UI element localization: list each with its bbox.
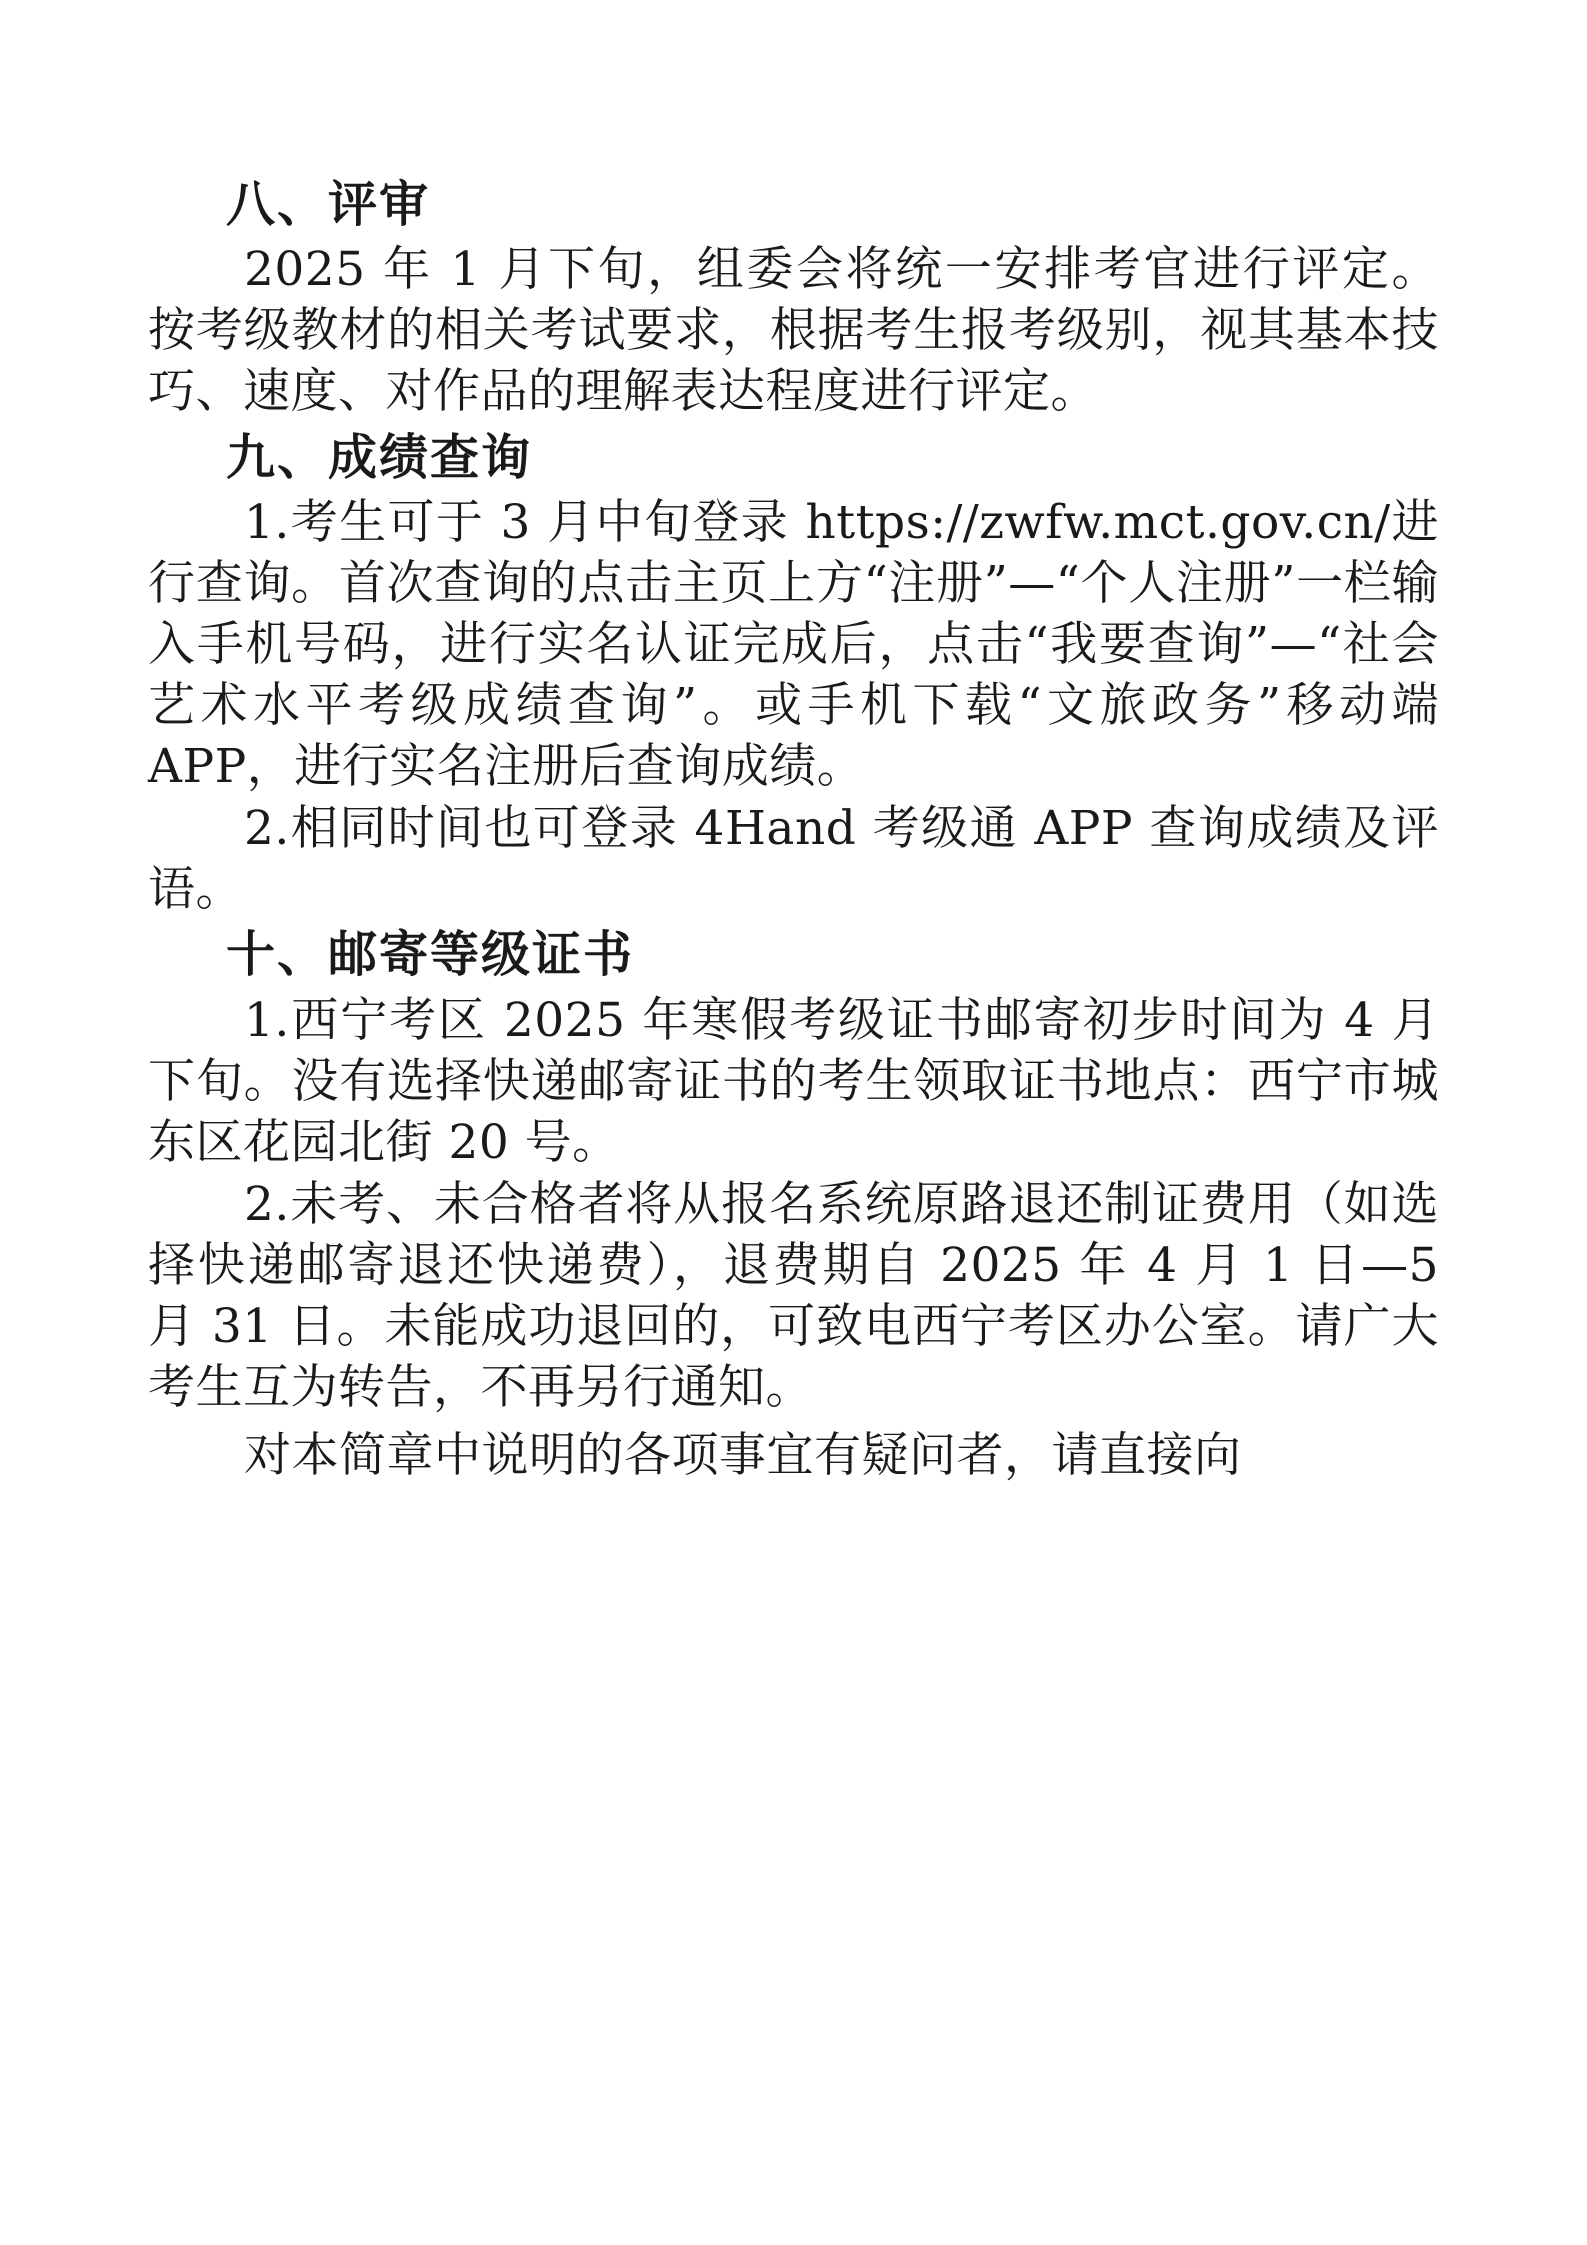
document-body — [148, 174, 1439, 1486]
paragraph-score-query-1: 1.考生可于 3 月中旬登录 https://zwfw.mct.gov.cn/进行查询。首次查询的点击主页上方“注册”—“个人注册”一栏输入手机号码，进行实名认证完成后，点击“我要查询”—“社会艺术水平考级成绩查询”。或手机下载“文旅政务”移动端 APP，进行实名注册后查询成绩。 — [148, 494, 1439, 795]
paragraph-certificate-mailing-2: 2.未考、未合格者将从报名系统原路退还制证费用（如选择快递邮寄退还快递费），退费期自 2025 年 4 月 1 日—5 月 31 日。未能成功退回的，可致电西宁考区办公室。请广大考生互为转告，不再另行通知。 — [148, 1176, 1439, 1416]
section-heading-certificate-mailing: 十、邮寄等级证书 — [226, 926, 635, 984]
section-heading-review: 八、评审 — [226, 176, 431, 233]
paragraph-score-query-2: 2.相同时间也可登录 4Hand 考级通 APP 查询成绩及评语。 — [148, 801, 1439, 918]
section-heading-score-query: 九、成绩查询 — [226, 428, 533, 486]
paragraph-closing-note: 对本简章中说明的各项事宜有疑问者，请直接向 — [244, 1428, 1242, 1484]
paragraph-review-1: 2025 年 1 月下旬，组委会将统一安排考官进行评定。按考级教材的相关考试要求，根据考生报考级别，视其基本技巧、速度、对作品的理解表达程度进行评定。 — [148, 242, 1439, 420]
paragraph-certificate-mailing-1: 1.西宁考区 2025 年寒假考级证书邮寄初步时间为 4 月下旬。没有选择快递邮寄证书的考生领取证书地点：西宁市城东区花园北街 20 号。 — [148, 992, 1439, 1170]
